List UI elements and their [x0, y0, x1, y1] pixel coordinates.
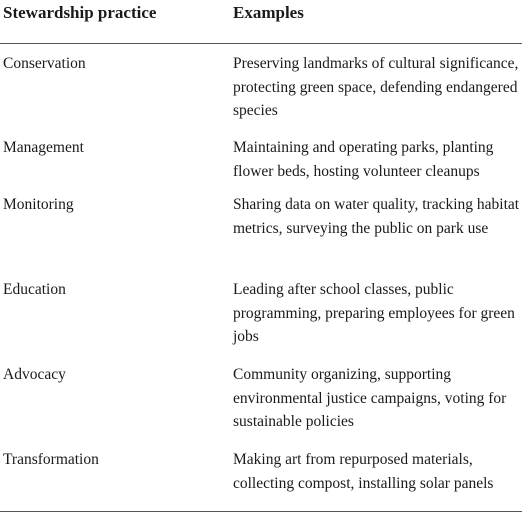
practice-management: Management	[3, 139, 84, 156]
examples-advocacy: Community organizing, supporting environmental justice campaigns, voting for sustainable policies	[233, 366, 507, 430]
practice-conservation: Conservation	[3, 55, 86, 72]
examples-management: Maintaining and operating parks, planting flower beds, hosting volunteer cleanups	[233, 139, 494, 180]
practice-advocacy: Advocacy	[3, 366, 66, 383]
examples-transformation: Making art from repurposed materials, collecting compost, installing solar panels	[233, 451, 494, 492]
header-examples: Examples	[233, 3, 304, 22]
header-divider	[0, 43, 522, 44]
examples-conservation: Preserving landmarks of cultural significance, protecting green space, defending endangered species	[233, 55, 519, 119]
practice-education: Education	[3, 281, 66, 298]
practice-transformation: Transformation	[3, 451, 99, 468]
examples-monitoring: Sharing data on water quality, tracking habitat metrics, surveying the public on park use	[233, 196, 520, 237]
header-stewardship-practice: Stewardship practice	[3, 3, 157, 22]
examples-education: Leading after school classes, public programming, preparing employees for green jobs	[233, 281, 515, 345]
practice-monitoring: Monitoring	[3, 196, 74, 213]
bottom-divider	[0, 511, 522, 512]
